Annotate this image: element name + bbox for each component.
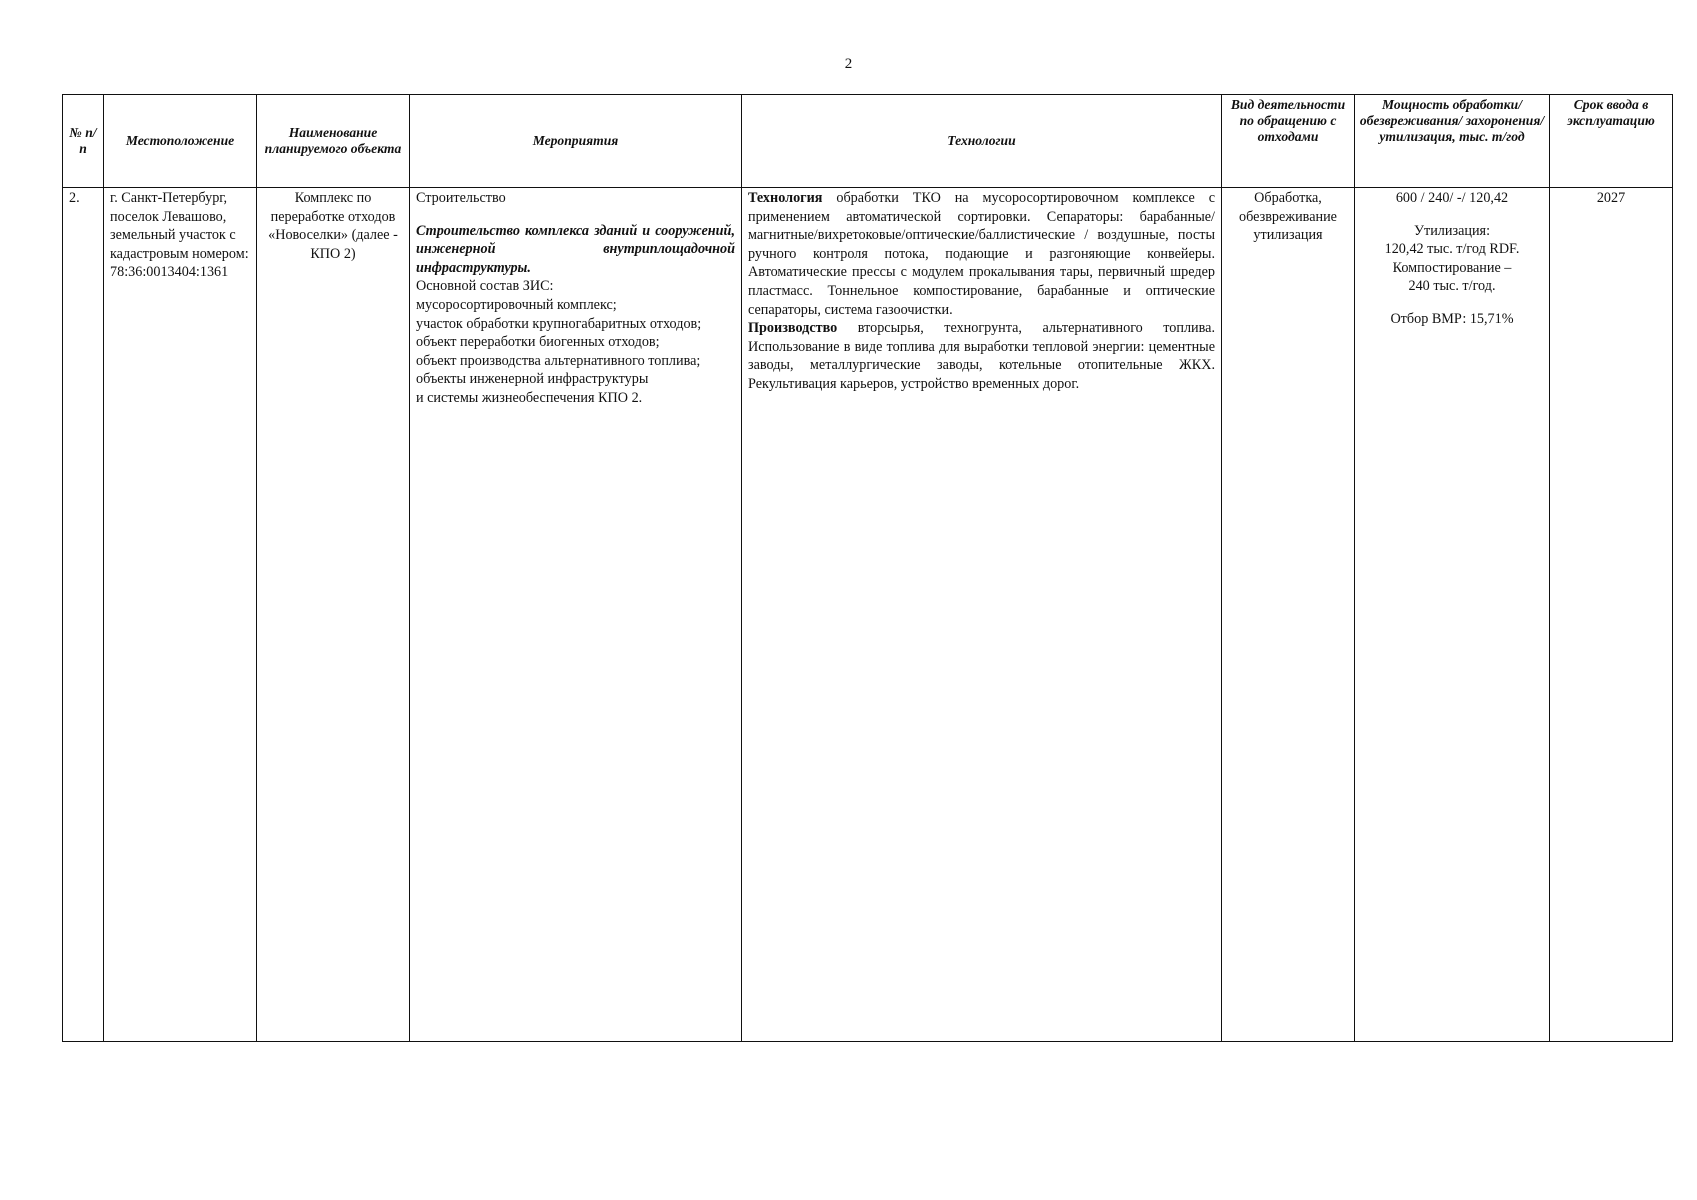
header-measures: Мероприятия	[410, 95, 742, 188]
table-header-row	[63, 95, 1673, 188]
page-number: 2	[844, 56, 853, 72]
header-commissioning: Срок ввода в эксплуатацию	[1550, 95, 1673, 188]
measures-item: объект переработки биогенных отходов;	[416, 334, 660, 351]
table-row	[63, 188, 1673, 1042]
tech-p2-bold: Производство	[748, 320, 838, 337]
header-location: Местоположение	[104, 95, 257, 188]
cell-num: 2.	[63, 188, 104, 1042]
capacity-selection: Отбор ВМР: 15,71%	[1390, 310, 1514, 327]
tech-p2-text: вторсырья, техногрунта, альтернативного топлива. Использование в виде топлива для выработки тепловой энергии: цементные заводы, металлургические заводы, котельные отопительные ЖКХ. Рекультивация карьеров, устройство временных дорог.	[748, 320, 1215, 392]
header-activity: Вид деятельности по обращению с отходами	[1222, 95, 1355, 188]
measures-item: объекты инженерной инфраструктуры	[416, 371, 649, 388]
tech-p1-text: обработки ТКО на мусоросортировочном комплексе с применением автоматической сортировки. Сепараторы: барабанные/магнитные/вихретоковые/оптические/баллистические / воздушные, посты ручного контроля потока, подающие и разгоняющие конвейеры. Автоматические прессы с модулем прокалывания тары, первичный шредер пластмасс. Тоннельное компостирование, барабанные и оптические сепараторы, система газоочистки.	[748, 190, 1215, 318]
cell-technologies	[742, 188, 1222, 1042]
header-num: № п/п	[63, 95, 104, 188]
cell-activity: Обработка, обезвреживание утилизация	[1222, 188, 1355, 1042]
measures-item: мусоросортировочный комплекс;	[416, 296, 617, 313]
cell-commissioning: 2027	[1550, 188, 1673, 1042]
cell-capacity	[1355, 188, 1550, 1042]
measures-item: участок обработки крупногабаритных отходов;	[416, 315, 702, 332]
header-object-name: Наименование планируемого объекта	[257, 95, 410, 188]
cell-measures	[410, 188, 742, 1042]
cell-object-name: Комплекс по переработке отходов «Новоселки» (далее - КПО 2)	[257, 188, 410, 1042]
capacity-util-label: Утилизация:	[1413, 222, 1491, 239]
capacity-compost-label: Компостирование –	[1392, 259, 1512, 276]
tech-paragraph-2	[748, 319, 1215, 393]
measures-composition-label: Основной состав ЗИС:	[416, 278, 554, 295]
capacity-util-value: 120,42 тыс. т/год RDF.	[1384, 241, 1520, 258]
cell-location: г. Санкт-Петербург, поселок Левашово, земельный участок с кадастровым номером: 78:36:0013404:1361	[104, 188, 257, 1042]
tech-paragraph-1	[748, 189, 1215, 319]
measures-subtitle: Строительство комплекса зданий и сооружений, инженерной внутриплощадочной инфраструктуры.	[416, 222, 735, 276]
capacity-compost-value: 240 тыс. т/год.	[1408, 278, 1496, 295]
measures-item: объект производства альтернативного топлива;	[416, 352, 701, 369]
header-capacity: Мощность обработки/ обезвреживания/ захоронения/ утилизация, тыс. т/год	[1355, 95, 1550, 188]
capacity-main: 600 / 240/ -/ 120,42	[1395, 190, 1509, 206]
measures-title: Строительство	[416, 190, 506, 206]
objects-table	[62, 94, 1673, 1042]
measures-item: и системы жизнеобеспечения КПО 2.	[416, 389, 643, 406]
header-technologies: Технологии	[742, 95, 1222, 188]
tech-p1-bold: Технология	[748, 190, 823, 206]
